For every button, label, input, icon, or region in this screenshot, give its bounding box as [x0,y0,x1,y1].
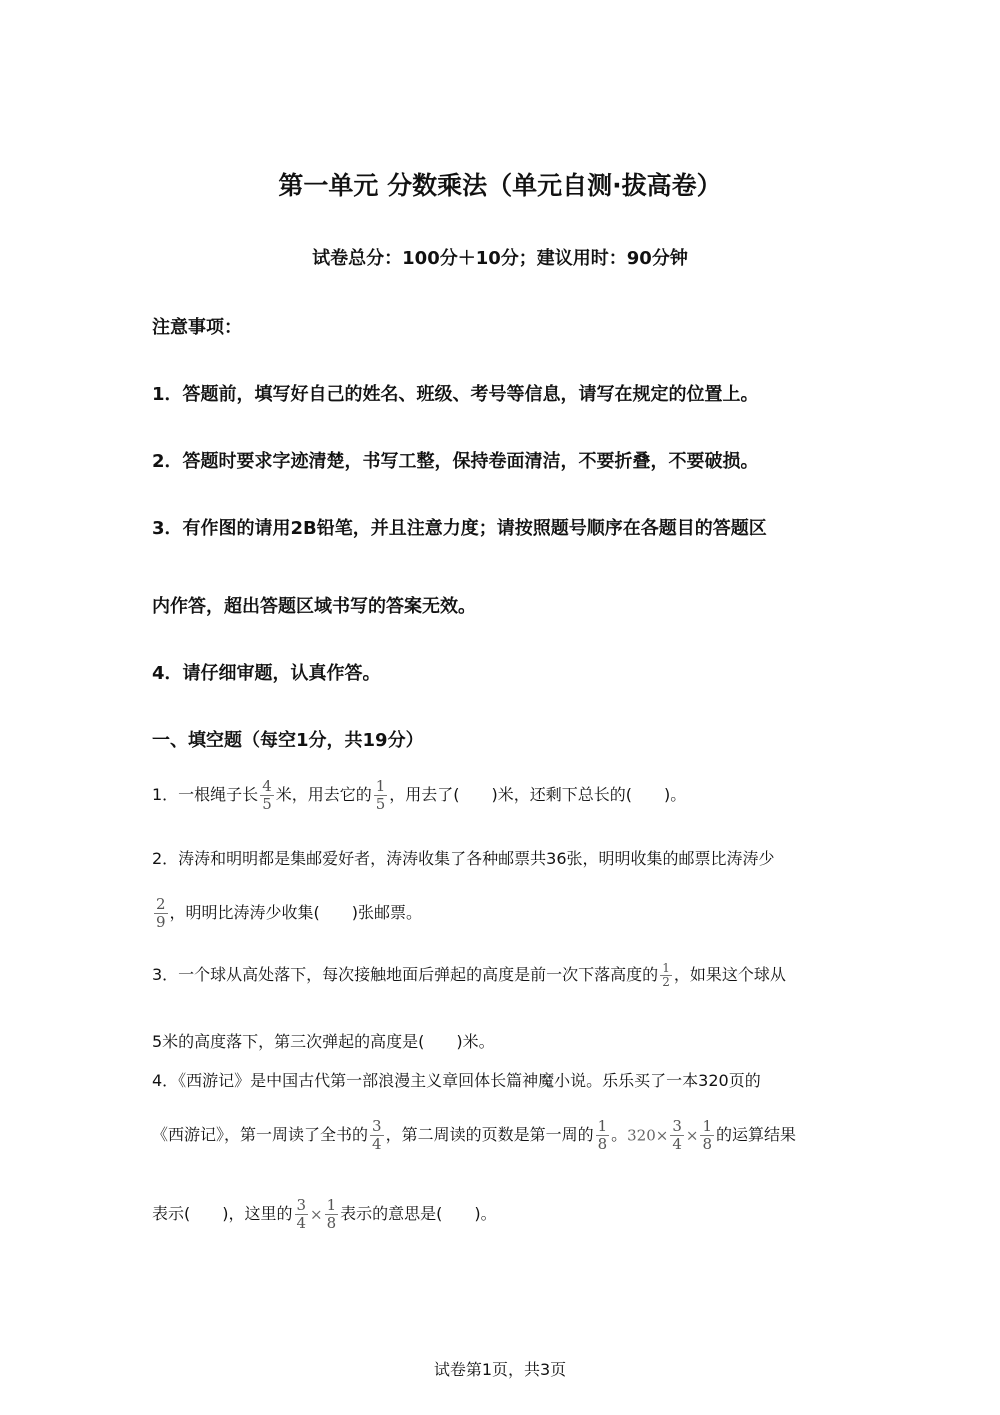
fraction: $\frac{1}{5}$ [375,777,386,813]
q3-text-a: 3．一个球从高处落下，每次接触地面后弹起的高度是前一次下落高度的 [152,965,659,984]
fraction: $\frac{1}{2}$ [662,961,670,989]
q1-text-c: ，用去了( )米，还剩下总长的( )。 [389,785,687,804]
fraction: $\frac{3}{4}$ [672,1117,682,1153]
question-1 [152,778,686,813]
fraction: $\frac{3}{4}$ [372,1117,382,1153]
q3-text-b: ，如果这个球从 [673,965,786,984]
q4-text-c: 。 [611,1125,628,1144]
fraction: $\frac{2}{9}$ [156,895,166,931]
notice-item-2: 2．答题时要求字迹清楚，书写工整，保持卷面清洁，不要折叠，不要破损。 [152,451,759,472]
q4-text-a: 《西游记》，第一周读了全书的 [152,1125,369,1144]
question-3-line-1 [152,962,786,989]
fraction: $\frac{4}{5}$ [262,777,272,813]
notice-item-3: 3．有作图的请用2B铅笔，并且注意力度；请按照题号顺序在各题目的答题区 [152,518,767,539]
q4-text-d: 的运算结果 [716,1125,797,1144]
q1-text-b: 米，用去它的 [275,785,372,804]
expression-number: 320 [627,1126,656,1145]
fraction: $\frac{1}{8}$ [326,1196,337,1232]
times-sign: × [310,1205,323,1224]
notice-item-3-cont: 内作答，超出答题区域书写的答案无效。 [152,596,476,617]
q4-text-line3a: 表示( )，这里的 [152,1204,293,1223]
notice-heading: 注意事项： [152,317,242,338]
fraction: $\frac{3}{4}$ [296,1196,307,1232]
q4-text-b: ，第二周读的页数是第一周的 [385,1125,594,1144]
question-3-line-2: 5米的高度落下，第三次弹起的高度是( )米。 [152,1032,495,1051]
question-2-line-1: 2．涛涛和明明都是集邮爱好者，涛涛收集了各种邮票共36张，明明收集的邮票比涛涛少 [152,849,775,868]
q1-text-a: 1．一根绳子长 [152,785,259,804]
page-title: 第一单元 分数乘法（单元自测·拔高卷） [278,171,722,200]
times-sign: × [655,1126,669,1145]
exam-info: 试卷总分：100分＋10分；建议用时：90分钟 [312,248,688,269]
notice-item-1: 1．答题前，填写好自己的姓名、班级、考号等信息，请写在规定的位置上。 [152,384,759,405]
fraction: $\frac{1}{8}$ [702,1117,713,1153]
q2-text: ，明明比涛涛少收集( )张邮票。 [169,903,423,922]
question-4-line-1: 4．《西游记》是中国古代第一部浪漫主义章回体长篇神魔小说。乐乐买了一本320页的 [152,1071,761,1090]
q4-text-line3b: 表示的意思是( )。 [340,1204,497,1223]
fraction: $\frac{1}{8}$ [597,1117,608,1153]
times-sign: × [685,1126,699,1145]
question-2-line-2 [152,896,422,931]
page-footer: 试卷第1页，共3页 [433,1360,567,1379]
section-heading: 一、填空题（每空1分，共19分） [152,730,424,751]
question-4-line-2 [152,1118,796,1153]
question-4-line-3 [152,1197,497,1232]
notice-item-4: 4．请仔细审题，认真作答。 [152,663,381,684]
